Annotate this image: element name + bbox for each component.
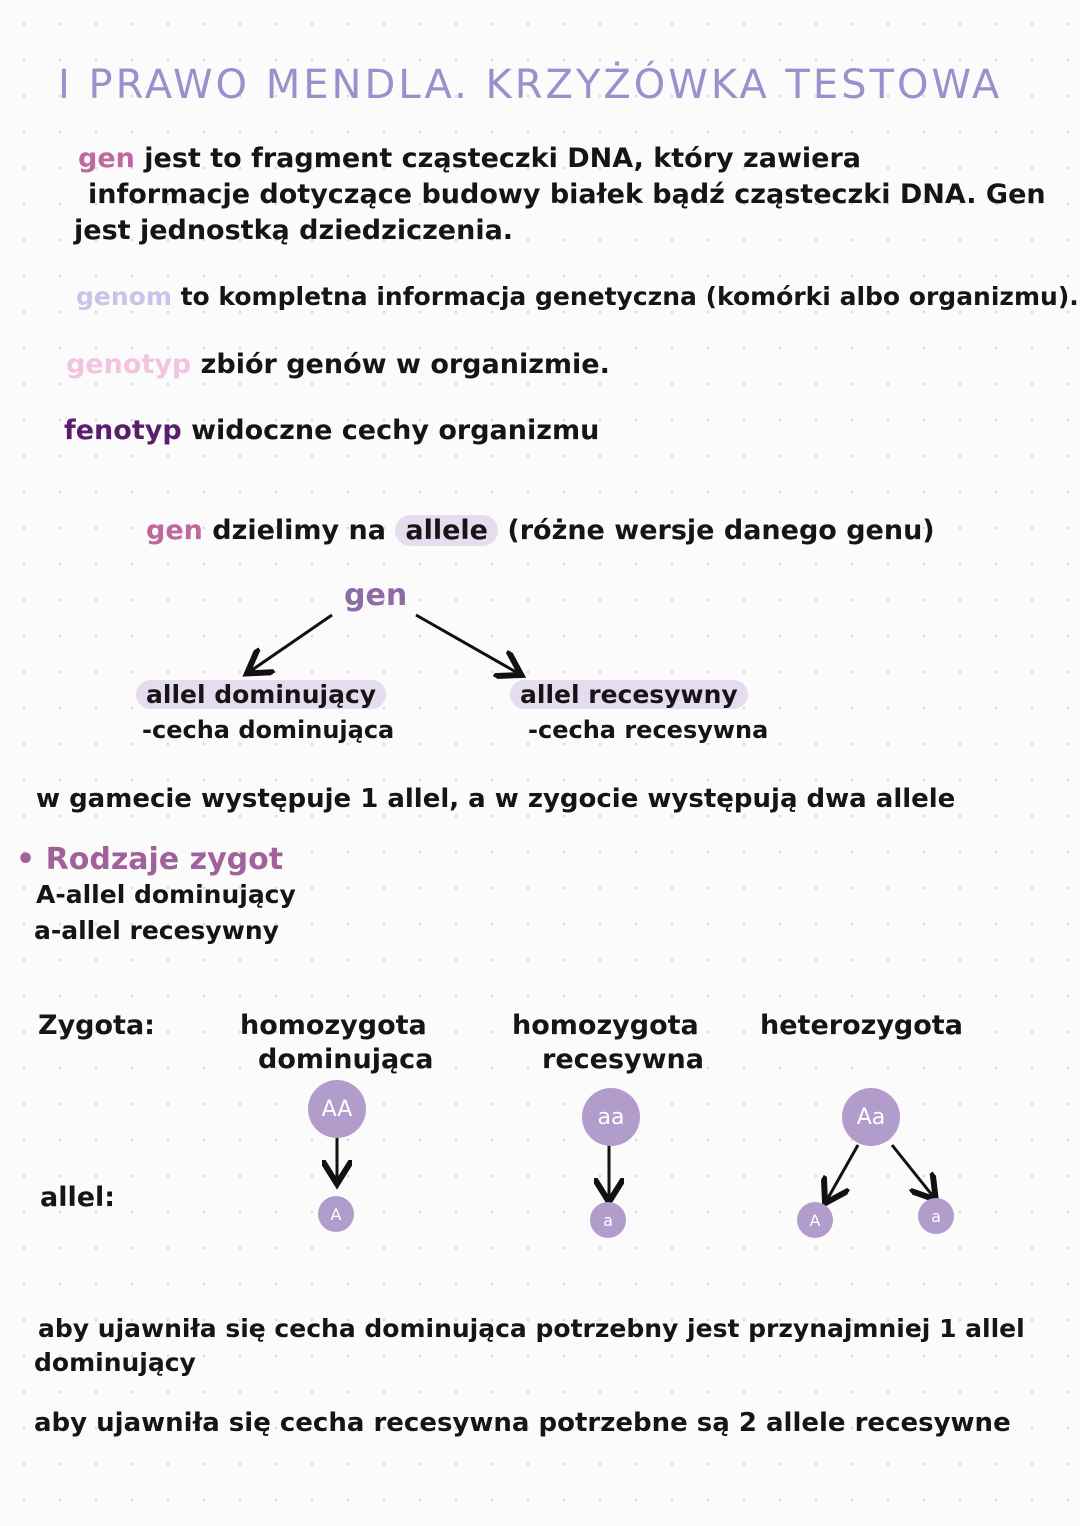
allele-sentence-gen: gen bbox=[146, 515, 203, 546]
col2-line2: recesywna bbox=[542, 1044, 704, 1075]
row-label-allel: allel: bbox=[40, 1182, 116, 1213]
conclusion-recessive: aby ujawniła się cecha recesywna potrzebne są 2 allele recesywne bbox=[34, 1408, 1011, 1438]
gen-text-line1: jest to fragment cząsteczki DNA, który zawiera bbox=[144, 143, 861, 174]
allele-A-col3: A bbox=[809, 1210, 821, 1230]
allele-sentence-highlight: allele bbox=[395, 515, 498, 546]
fenotyp-text: widoczne cechy organizmu bbox=[191, 415, 600, 446]
def-recessive-a: a-allel recesywny bbox=[34, 916, 279, 945]
col3-line1: heterozygota bbox=[760, 1010, 963, 1041]
recessive-allele-label: allel recesywny bbox=[510, 680, 748, 709]
tree-center-gen: gen bbox=[344, 578, 408, 613]
arrow-to-dominant bbox=[252, 615, 332, 670]
dominant-allele-label: allel dominujący bbox=[136, 680, 386, 709]
genotyp-term: genotyp bbox=[66, 349, 192, 380]
recessive-allele-title bbox=[510, 680, 748, 709]
bullet: • bbox=[16, 842, 36, 877]
zygote-types-heading bbox=[16, 842, 283, 877]
allele-circle-A-col3 bbox=[797, 1202, 833, 1238]
col1-line1: homozygota bbox=[240, 1010, 427, 1041]
recessive-trait: -cecha recesywna bbox=[528, 716, 769, 744]
conclusion-dominant-line2: dominujący bbox=[34, 1348, 196, 1377]
allele-a-col2: a bbox=[603, 1210, 613, 1230]
allele-circle-a-col3 bbox=[918, 1198, 954, 1234]
allele-A-col1: A bbox=[330, 1204, 342, 1224]
genotype-circle-Aa bbox=[842, 1088, 900, 1146]
allele-sentence-end: (różne wersje danego genu) bbox=[507, 515, 935, 546]
genotype-Aa: Aa bbox=[856, 1104, 886, 1130]
allele-circle-A bbox=[318, 1196, 354, 1232]
def-dominant-A: A-allel dominujący bbox=[36, 880, 296, 909]
genom-term: genom bbox=[76, 282, 172, 311]
allele-circle-a bbox=[590, 1202, 626, 1238]
gamete-note: w gamecie występuje 1 allel, a w zygocie występują dwa allele bbox=[36, 784, 956, 814]
gen-term: gen bbox=[78, 143, 135, 174]
genotype-circle-aa bbox=[582, 1088, 640, 1146]
col1-line2: dominująca bbox=[258, 1044, 434, 1075]
conclusion-dominant-line1: aby ujawniła się cecha dominująca potrzebny jest przynajmniej 1 allel bbox=[38, 1314, 1025, 1343]
allele-sentence-mid: dzielimy na bbox=[212, 515, 386, 546]
genotyp-text: zbiór genów w organizmie. bbox=[200, 349, 610, 380]
fenotyp-term: fenotyp bbox=[64, 415, 182, 446]
arrow-to-recessive bbox=[416, 615, 516, 672]
gen-text-line3: jest jednostką dziedziczenia. bbox=[74, 215, 514, 246]
genotype-circle-AA bbox=[308, 1080, 366, 1138]
page-title: I PRAWO MENDLA. KRZYŻÓWKA TESTOWA bbox=[58, 62, 1003, 108]
dominant-allele-title bbox=[136, 680, 386, 709]
zygote-types-title: Rodzaje zygot bbox=[45, 842, 284, 877]
col2-line1: homozygota bbox=[512, 1010, 699, 1041]
row-label-zygota: Zygota: bbox=[38, 1010, 155, 1041]
arrow-Aa-right bbox=[892, 1145, 932, 1195]
genom-text: to kompletna informacja genetyczna (komórki albo organizmu). bbox=[180, 282, 1079, 311]
allele-a-col3: a bbox=[931, 1206, 941, 1226]
gen-text-line2: informacje dotyczące budowy białek bądź cząsteczki DNA. Gen bbox=[88, 179, 1046, 210]
genotype-AA: AA bbox=[321, 1096, 353, 1122]
arrow-Aa-left bbox=[828, 1145, 858, 1198]
dominant-trait: -cecha dominująca bbox=[142, 716, 395, 744]
genotype-aa: aa bbox=[597, 1104, 625, 1130]
